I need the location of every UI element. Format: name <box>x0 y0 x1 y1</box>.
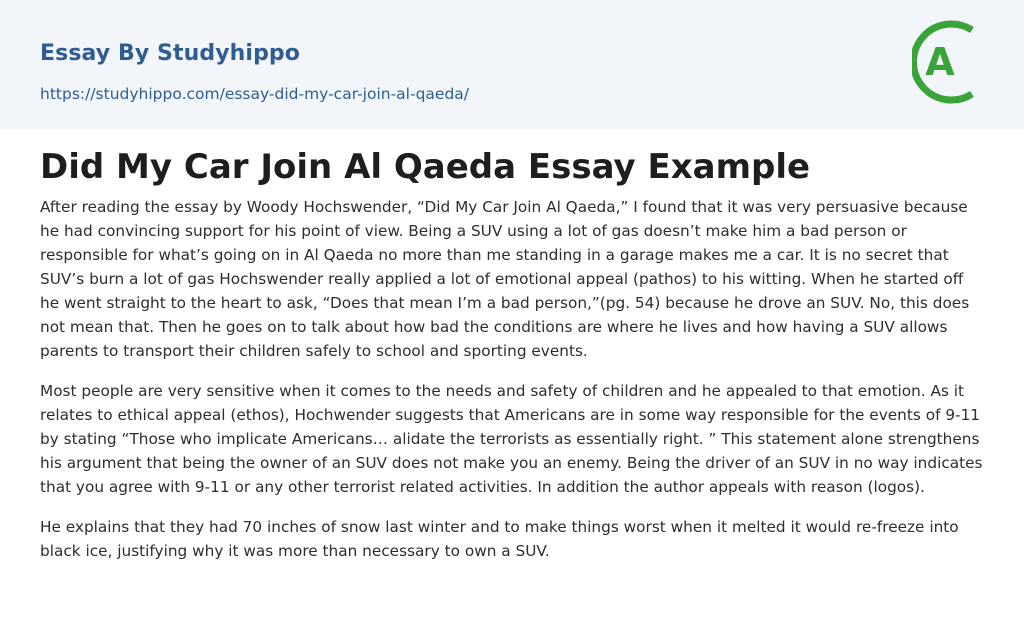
site-brand[interactable]: Essay By Studyhippo <box>40 41 300 66</box>
article-paragraph: After reading the essay by Woody Hochswender, “Did My Car Join Al Qaeda,” I found that it was very persuasive because he had convincing support for his point of view. Being a SUV using a lot of gas doesn’t make him a bad person or responsible for what’s going on in Al Qaeda no more than me standing in a garage makes me a car. It is no secret that SUV’s burn a lot of gas Hochswender really applied a lot of emotional appeal (pathos) to his witting. When he started off he went straight to the heart to ask, “Does that mean I’m a bad person,”(pg. 54) because he drove an SUV. No, this does not mean that. Then he goes on to talk about how bad the conditions are where he lives and how having a SUV allows parents to transport their children safely to school and sporting events. <box>40 198 970 360</box>
article-paragraph: Most people are very sensitive when it comes to the needs and safety of children and he appealed to that emotion. As it relates to ethical appeal (ethos), Hochwender suggests that Americans are in some way responsible for the events of 9-11 by stating “Those who implicate Americans… alidate the terrorists as essentially right. ” This statement alone strengthens his argument that being the owner of an SUV does not make you an enemy. Being the driver of an SUV in no way indicates that you agree with 9-11 or any other terrorist related activities. In addition the author appeals with reason (logos). <box>40 382 983 496</box>
page-title: Did My Car Join Al Qaeda Essay Example <box>40 147 811 187</box>
studyhippo-logo-icon[interactable] <box>912 18 988 106</box>
article-body <box>40 195 984 579</box>
article-paragraph: He explains that they had 70 inches of snow last winter and to make things worst when it melted it would re-freeze into black ice, justifying why it was more than necessary to own a SUV. <box>40 518 959 560</box>
logo-letter: A <box>925 40 955 84</box>
page-url-link[interactable]: https://studyhippo.com/essay-did-my-car-join-al-qaeda/ <box>40 85 470 103</box>
